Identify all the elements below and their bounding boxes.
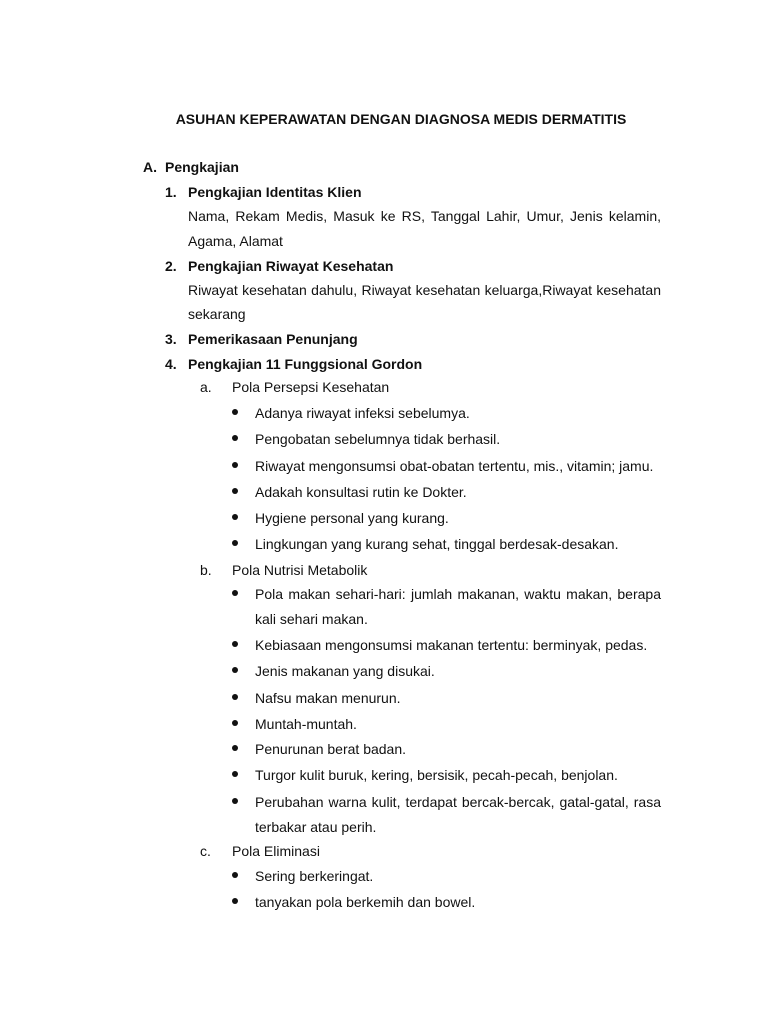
list-item: Muntah-muntah. xyxy=(255,716,357,732)
bullet-icon xyxy=(232,409,238,415)
subsection-b-letter: b. xyxy=(200,562,212,578)
list-item: Adakah konsultasi rutin ke Dokter. xyxy=(255,484,467,500)
section-a-marker: A. xyxy=(143,159,157,175)
item-2-body-line2: sekarang xyxy=(188,306,246,322)
item-3-heading: Pemerikasaan Penunjang xyxy=(188,331,358,347)
item-2-number: 2. xyxy=(165,258,177,274)
list-item: Lingkungan yang kurang sehat, tinggal berdesak-desakan. xyxy=(255,536,619,552)
item-2-body-line1: Riwayat kesehatan dahulu, Riwayat kesehatan keluarga,Riwayat kesehatan xyxy=(188,282,661,298)
bullet-icon xyxy=(232,488,238,494)
list-item: Riwayat mengonsumsi obat-obatan tertentu, mis., vitamin; jamu. xyxy=(255,458,654,474)
bullet-icon xyxy=(232,771,238,777)
item-1-body-line2: Agama, Alamat xyxy=(188,233,283,249)
bullet-icon xyxy=(232,590,238,596)
subsection-c-letter: c. xyxy=(200,843,211,859)
list-item: Sering berkeringat. xyxy=(255,868,374,884)
list-item: Penurunan berat badan. xyxy=(255,741,407,757)
item-1-number: 1. xyxy=(165,184,177,200)
bullet-icon xyxy=(232,667,238,673)
subsection-a-letter: a. xyxy=(200,379,212,395)
bullet-icon xyxy=(232,745,238,751)
list-item: Pengobatan sebelumnya tidak berhasil. xyxy=(255,431,501,447)
section-a-heading: Pengkajian xyxy=(165,159,239,175)
item-1-body-line1: Nama, Rekam Medis, Masuk ke RS, Tanggal Lahir, Umur, Jenis kelamin, xyxy=(188,208,661,224)
list-item: Pola makan sehari-hari: jumlah makanan, waktu makan, berapa xyxy=(255,586,661,602)
bullet-icon xyxy=(232,435,238,441)
list-item: Nafsu makan menurun. xyxy=(255,690,401,706)
subsection-a-heading: Pola Persepsi Kesehatan xyxy=(232,379,390,395)
item-4-heading: Pengkajian 11 Funggsional Gordon xyxy=(188,356,423,372)
list-item: Perubahan warna kulit, terdapat bercak-bercak, gatal-gatal, rasa xyxy=(255,794,661,810)
bullet-icon xyxy=(232,898,238,904)
list-item: Hygiene personal yang kurang. xyxy=(255,510,449,526)
subsection-b-heading: Pola Nutrisi Metabolik xyxy=(232,562,368,578)
subsection-c-heading: Pola Eliminasi xyxy=(232,843,320,859)
bullet-icon xyxy=(232,720,238,726)
bullet-icon xyxy=(232,694,238,700)
bullet-icon xyxy=(232,872,238,878)
list-item: tanyakan pola berkemih dan bowel. xyxy=(255,894,476,910)
item-1-heading: Pengkajian Identitas Klien xyxy=(188,184,362,200)
bullet-icon xyxy=(232,462,238,468)
list-item-continuation: kali sehari makan. xyxy=(255,611,368,627)
item-2-heading: Pengkajian Riwayat Kesehatan xyxy=(188,258,394,274)
item-3-number: 3. xyxy=(165,331,177,347)
list-item-continuation: terbakar atau perih. xyxy=(255,819,377,835)
bullet-icon xyxy=(232,641,238,647)
bullet-icon xyxy=(232,540,238,546)
bullet-icon xyxy=(232,514,238,520)
list-item: Jenis makanan yang disukai. xyxy=(255,663,435,679)
bullet-icon xyxy=(232,798,238,804)
document-title: ASUHAN KEPERAWATAN DENGAN DIAGNOSA MEDIS DERMATITIS xyxy=(175,111,627,127)
item-4-number: 4. xyxy=(165,356,177,372)
list-item: Turgor kulit buruk, kering, bersisik, pecah-pecah, benjolan. xyxy=(255,767,618,783)
list-item: Adanya riwayat infeksi sebelumya. xyxy=(255,405,470,421)
list-item: Kebiasaan mengonsumsi makanan tertentu: berminyak, pedas. xyxy=(255,637,648,653)
